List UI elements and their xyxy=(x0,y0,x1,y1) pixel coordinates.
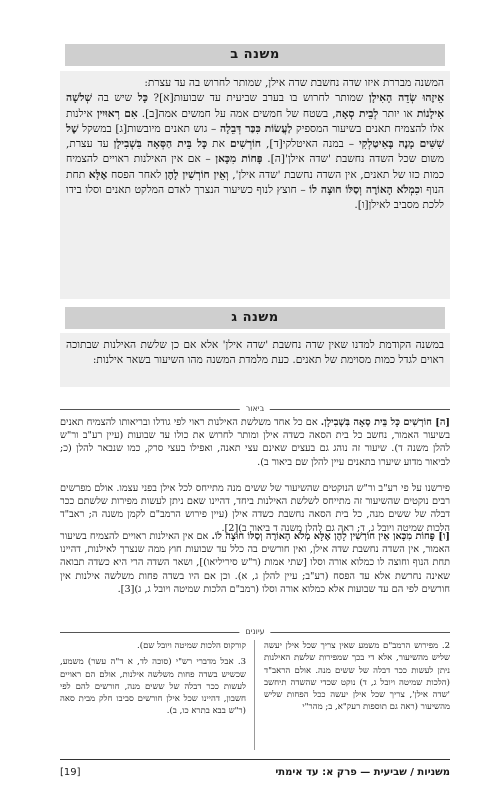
mishnah-b-body xyxy=(66,91,444,213)
iyunim-column-separator xyxy=(254,640,255,750)
biur-paragraph-v xyxy=(60,530,450,599)
biur-h-heading: [ה] חוֹרְשִׁים כָּל בֵּית סְאָה בִּשְׁבִילָן. xyxy=(320,417,450,428)
running-title: משניות / שביעית — פרק א: עד אימתי xyxy=(275,767,450,778)
biur-divider xyxy=(60,404,450,414)
mishnah-b-text-3: או יותר xyxy=(378,107,417,120)
mishnah-b-text-4: , בשטח של חמשים אמה על חמשים אמה[ב]. xyxy=(137,107,336,120)
biur-paragraph-h xyxy=(60,416,450,472)
mishnah-g-header: משנה ג xyxy=(65,307,445,329)
page-number: [19] xyxy=(60,767,81,778)
mishnah-b-bold-8: בָּאִיטַלְקִי xyxy=(359,138,394,151)
mishnah-b-bold-3: שְׁלשָׁה אִילָנוֹת xyxy=(66,92,444,120)
mishnah-b-intro: המשנה מבררת איזו שדה נחשבת שדה אילן, שמותר לחרוש בה עד עצרת: xyxy=(144,77,444,89)
mishnah-b-bold-9: חוֹרְשִׁים xyxy=(230,138,262,151)
mishnah-b-bold-6: לַעֲשׂוֹת כִּכַּר דְּבֵלָה xyxy=(219,122,293,135)
mishnah-b-text-6: – גוש תאנים מיובשות[ג] במשקל xyxy=(78,122,220,135)
iyunim-column-right xyxy=(264,640,450,714)
mishnah-b-bold-7: שֶׁל שִׁשִּׁים מָנֶה xyxy=(66,122,444,151)
mishnah-b-bold-4: לְבֵית סְאָה xyxy=(335,107,379,120)
mishnah-b-text-9: את xyxy=(207,138,230,151)
iyunim-label: עיונים xyxy=(239,627,270,637)
iyunim-note-2-continued: קורקוס הלכות שמיטה ויובל שם). xyxy=(137,641,246,651)
mishnah-b-header: משנה ב xyxy=(65,44,445,66)
biur-v-text: אם אין האילנות ראויים להצמיח בשיעור האמור, אין השדה נחשבת שדה אילן, ואין חורשים בה כלל עד שבועות חוץ ממה שנצרך לאילנות, דהיינו תחת הנוף וחוצה לו כמלוא אורה וסלו [שתי אמות (ר"ש סיריליאו)], ושאר השדה הרי היא כשדה תבואה שאינה נחרשת אלא עד הפסח (רע"ב; עיין להלן ג, א). וכן אם היו בשדה פחות משלשה אילנות אין חורשים לפי הם עד שבועות אלא כמלוא אורה וסלו (רמב"ם הלכות שמיטה ויובל ג, ג)[3]. xyxy=(60,531,450,595)
mishnah-b-bold-0: אֵיזֶהוּ שְׂדֵה הָאִילָן xyxy=(368,92,444,105)
mishnah-b-bold-11: פָּחוֹת מִכָּאן xyxy=(215,153,263,166)
mishnah-b-text-box xyxy=(60,71,450,299)
mishnah-b-bold-1: כָּל xyxy=(137,92,148,105)
biur-v-heading: [ו] פָּחוֹת מִכָּאן אֵין חוֹרְשִׁין לָהֶן אֶלָּא מְלֹא הָאוֹרֶה וְסַלּוֹ חוּצָה לוֹ. xyxy=(211,531,450,542)
mishnah-b-text-10: עד עצרת, משום שכל השדה נחשבת 'שדה אילן'[ה]. xyxy=(66,138,444,166)
mishnah-b-bold-12: וְאֵין חוֹרְשִׁין לָהֶן xyxy=(164,168,229,181)
iyunim-divider xyxy=(60,627,450,637)
mishnah-b-text-11: – אם אין האילנות ראויים להצמיח כמות כזו של תאנים, אין השדה נחשבת 'שדה אילן', xyxy=(66,153,445,181)
iyunim-notes xyxy=(60,640,450,752)
mishnah-b-bold-5: אִם רְאוּיִין xyxy=(96,107,138,120)
mishnah-b-text-0: שמותר לחרוש בו בערב שביעית עד שבועות[א]? xyxy=(147,92,369,105)
page-footer xyxy=(60,764,450,782)
footer-rule xyxy=(60,759,450,760)
iyunim-note-2: 2. מפירוש הרמב"ם משמע שאין צריך שכל אילן יעשה שליש מהשיעור, אלא די בכך שמפירות שלשת האילנות ניתן לעשות ככר דבלה של ששים מנה. אולם הראב"ד (הלכות שמיטה ויובל ג, ד) נוקט שכדי שהשדה תיחשב 'שדה אילן', צריך שכל אילן יעשה ככל הפחות שליש מהשיעור (ראה גם תוספות רעק"א, ב; מהר"י xyxy=(264,641,450,713)
mishnah-b-text-12: לאחר הפסח xyxy=(107,168,165,181)
mishnah-b-text-14: – חוצץ לנוף כשיעור הנצרך לאדם המלקט תאנים וסלו בידו ללכת מסביב לאילן[ו]. xyxy=(66,184,444,212)
mishnah-b-text-8: – במנה האיטלקי[ד], xyxy=(261,138,359,151)
mishnah-b-bold-13: אֶלָּא xyxy=(88,168,108,181)
mishnah-b-text-5: אילנות אלו להצמיח תאנים בשיעור המספיק xyxy=(66,107,444,135)
mishnah-b-bold-14: כִמְלֹא הָאוֹרֶה וְסַלּוֹ חוּצָה לוֹ xyxy=(309,184,420,197)
mishnah-b-text-2: שיש בה xyxy=(92,92,133,105)
mishnah-b-text-13: תחת הנוף ו xyxy=(66,168,444,197)
iyunim-column-left xyxy=(60,640,246,718)
biur-label: ביאור xyxy=(240,404,270,414)
mishnah-b-bold-10: כָּל בֵּית הַסְּאָה בִּשְׁבִילָן xyxy=(113,138,208,151)
biur-h-text: אם כל אחד משלשת האילנות ראוי לפי גודלו ובריאותו להצמיח תאנים בשיעור האמור, נחשב כל בית הסאה כשדה אילן ומותר לחרוש את כולו עד שבועות (עיין רע"ב ור"ש להלן משנה ד). שיעור זה נוהג גם בעצים שאינם עצי תאנה, ואפילו בעצי סרק, כמו שנבאר להלן (כ; לביאור מדוע שיערו בתאנים עיין להלן שם ביאור ב). xyxy=(60,417,450,468)
mishnah-g-intro: במשנה הקודמת למדנו שאין שדה נחשבת 'שדה אילן' אלא אם כן שלשת האילנות שבתוכה ראוים לגדל כמות מסוימת של תאנים. כעת מלמדת המשנה מהו השיעור בשאר אילנות: xyxy=(66,339,444,367)
mishnah-g-text-box xyxy=(60,333,450,387)
biur-commentary-text: פירשנו על פי רע"ב ור"ש הנוקטים שהשיעור של ששים מנה מתייחס לכל אילן בפני עצמו. אולם מפרשים רבים נוקטים שהשיעור זה מתייחס לשלשת האילנות ביחד, דהיינו שאם ניתן לעשות מפירות שלשתם ככר דבלה של ששים מנה, כל בית הסאה נחשבת כשדה אילן (עיין פירוש הרמב"ם לקמן משנה ה; ראב"ד הלכות שמיטה ויובל ג, ד; ראה גם להלן משנה ד ביאור ב)[2]. xyxy=(60,483,450,534)
iyunim-note-3: 3. אבל מדברי רש"י (סוכה לד, א ד"ה עשר) משמע, שכשיש בשדה פחות משלשה אילנות, אולם הם ראויים לעשות ככר דבלה של ששים מנה, חורשים להם לפי חשבון, דהיינו שכל אילן חורשים סביבו חלק מבית סאה (ר"ש בבא בתרא כו, ב). xyxy=(60,657,246,717)
